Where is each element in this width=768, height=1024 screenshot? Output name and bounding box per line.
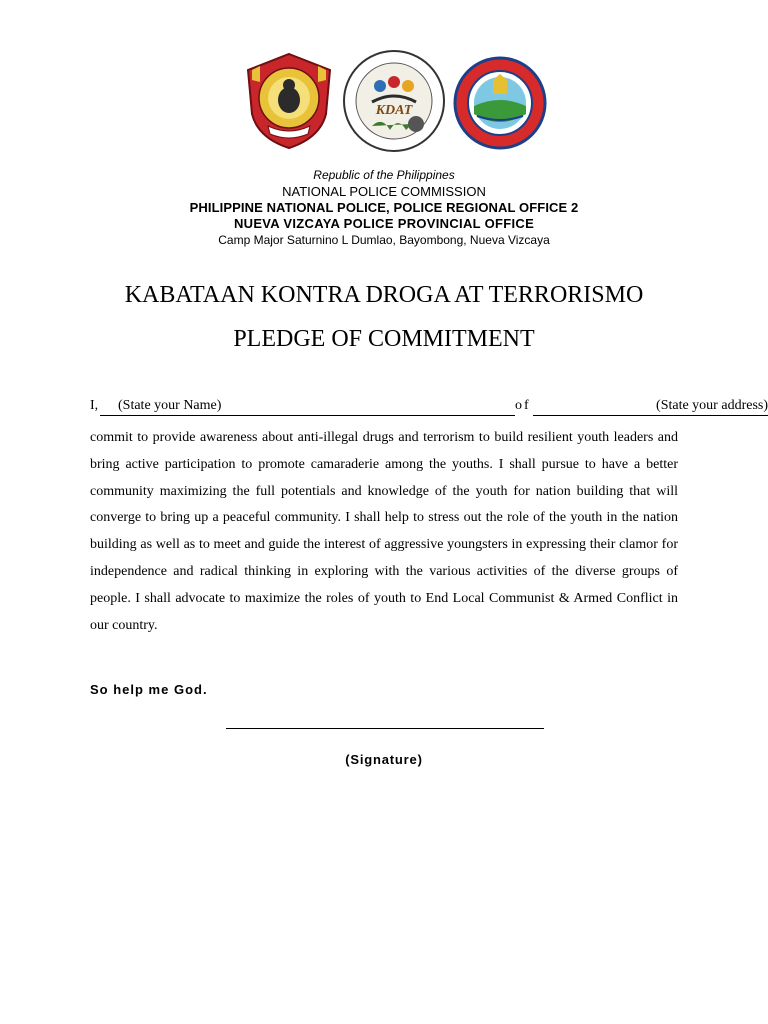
document-subtitle: PLEDGE OF COMMITMENT — [233, 326, 535, 352]
closing-line: So help me God. — [90, 682, 208, 697]
pledge-fill-line — [90, 398, 768, 418]
logo-row — [246, 50, 566, 154]
pledge-prefix: I, — [90, 398, 99, 413]
commission-line: NATIONAL POLICE COMMISSION — [282, 184, 486, 199]
pnp-seal-icon — [246, 52, 332, 150]
kdat-seal-icon — [342, 46, 446, 156]
name-blank: (State your Name) — [100, 398, 515, 416]
provincial-office-line: NUEVA VIZCAYA POLICE PROVINCIAL OFFICE — [233, 216, 535, 231]
signature-line — [226, 728, 544, 729]
santa-fe-seal-icon — [453, 54, 547, 152]
of-word: of — [515, 398, 531, 413]
document-title: KABATAAN KONTRA DROGA AT TERRORISMO — [124, 282, 644, 308]
signature-label: (Signature) — [345, 752, 423, 767]
camp-address-line: Camp Major Saturnino L Dumlao, Bayombong, Nueva Vizcaya — [218, 233, 550, 247]
pledge-body: commit to provide awareness about anti-illegal drugs and terrorism to build resilient youth leaders and bring active participation to promote camaraderie among the youths. I shall pursue to have a better community maximizing the full potentials and knowledge of the youth for nation building that will converge to bring up a peaceful community. I shall help to stress out the role of the youth in the nation building as well as to meet and guide the interest of aggressive youngsters in expressing their clamor for independence and radical thinking in exploring with the various activities of the diverse groups of people. I shall advocate to maximize the roles of youth to End Local Communist & Armed Conflict in our country. — [90, 430, 678, 633]
svg-text:KDAT: KDAT — [375, 103, 413, 118]
regional-office-line: PHILIPPINE NATIONAL POLICE, POLICE REGIONAL OFFICE 2 — [189, 200, 579, 215]
address-blank: (State your address) — [533, 398, 768, 416]
republic-line: Republic of the Philippines — [313, 168, 455, 182]
